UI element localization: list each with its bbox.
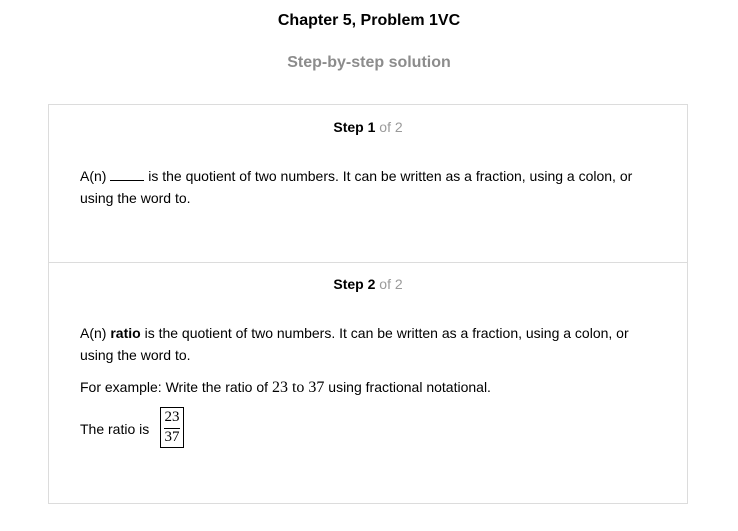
step-total: of 2 bbox=[379, 276, 403, 292]
solution-card bbox=[48, 104, 688, 504]
fraction-numerator: 23 bbox=[164, 409, 180, 425]
step-total: of 2 bbox=[379, 119, 403, 135]
step-header-1 bbox=[49, 119, 687, 135]
example-line bbox=[80, 376, 655, 399]
step-label: Step bbox=[333, 276, 364, 292]
page-subtitle: Step-by-step solution bbox=[287, 54, 451, 71]
step-2-text bbox=[80, 322, 655, 366]
example-prefix: For example: Write the ratio of bbox=[80, 379, 272, 395]
answer-prefix: The ratio is bbox=[80, 421, 150, 437]
step-1-text-start: A(n) bbox=[80, 168, 111, 184]
step-section-2 bbox=[49, 262, 687, 503]
example-suffix: using fractional notational. bbox=[324, 379, 491, 395]
step-label: Step bbox=[333, 119, 364, 135]
answer-blank bbox=[110, 168, 144, 181]
step-2-text-end: is the quotient of two numbers. It can be written as a fraction, using a colon, or using the word to. bbox=[80, 325, 629, 363]
step-1-text bbox=[80, 165, 655, 209]
page-title: Chapter 5, Problem 1VC bbox=[277, 12, 461, 29]
step-number: 1 bbox=[367, 119, 376, 135]
step-2-text-start: A(n) bbox=[80, 325, 111, 341]
step-section-1 bbox=[49, 105, 687, 263]
example-math: 23 to 37 bbox=[271, 379, 325, 396]
fraction-denominator: 37 bbox=[164, 429, 180, 445]
step-number: 2 bbox=[367, 276, 376, 292]
boxed-fraction bbox=[160, 407, 184, 448]
step-header-2 bbox=[49, 276, 687, 292]
bold-term: ratio bbox=[110, 325, 141, 341]
step-1-text-end: is the quotient of two numbers. It can be written as a fraction, using a colon, or using the word to. bbox=[80, 168, 633, 206]
